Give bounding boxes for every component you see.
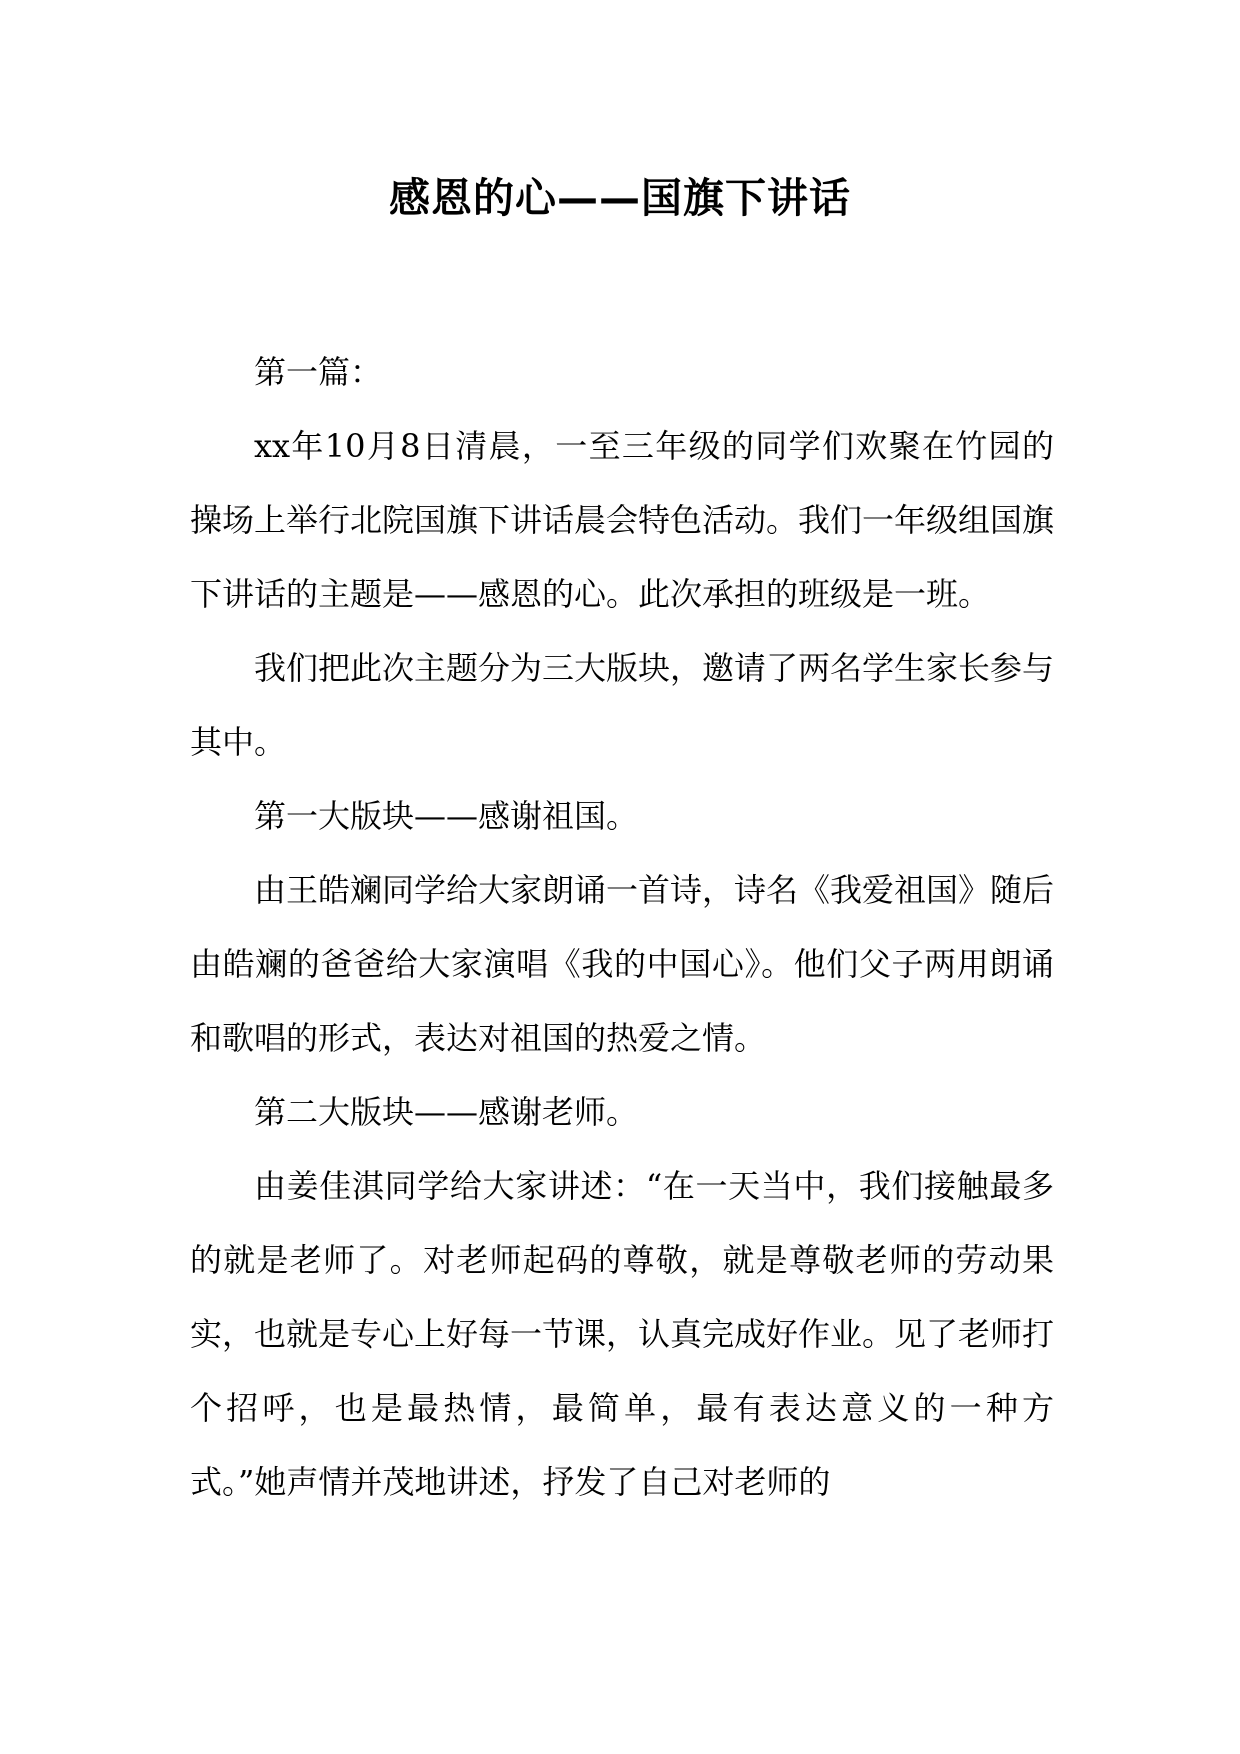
paragraph: 由王皓斓同学给大家朗诵一首诗，诗名《我爱祖国》随后由皓斓的爸爸给大家演唱《我的中国心》。他们父子两用朗诵和歌唱的形式，表达对祖国的热爱之情。 xyxy=(190,871,1055,1057)
paragraph: 我们把此次主题分为三大版块，邀请了两名学生家长参与其中。 xyxy=(190,649,1055,761)
paragraph: 第一篇： xyxy=(254,353,383,391)
paragraph: 第一大版块——感谢祖国。 xyxy=(254,797,639,835)
paragraph: 由姜佳淇同学给大家讲述：“在一天当中，我们接触最多的就是老师了。对老师起码的尊敬，就是尊敬老师的劳动果实，也就是专心上好每一节课，认真完成好作业。见了老师打个招呼，也是最热情，最简单，最有表达意义的一种方式。”她声情并茂地讲述，抒发了自己对老师的 xyxy=(190,1167,1055,1501)
paragraph: 第二大版块——感谢老师。 xyxy=(254,1093,639,1131)
document-body xyxy=(190,335,1054,1519)
document-title: 感恩的心——国旗下讲话 xyxy=(389,174,851,222)
paragraph: xx年10月8日清晨，一至三年级的同学们欢聚在竹园的操场上举行北院国旗下讲话晨会特色活动。我们一年级组国旗下讲话的主题是——感恩的心。此次承担的班级是一班。 xyxy=(190,427,1055,613)
